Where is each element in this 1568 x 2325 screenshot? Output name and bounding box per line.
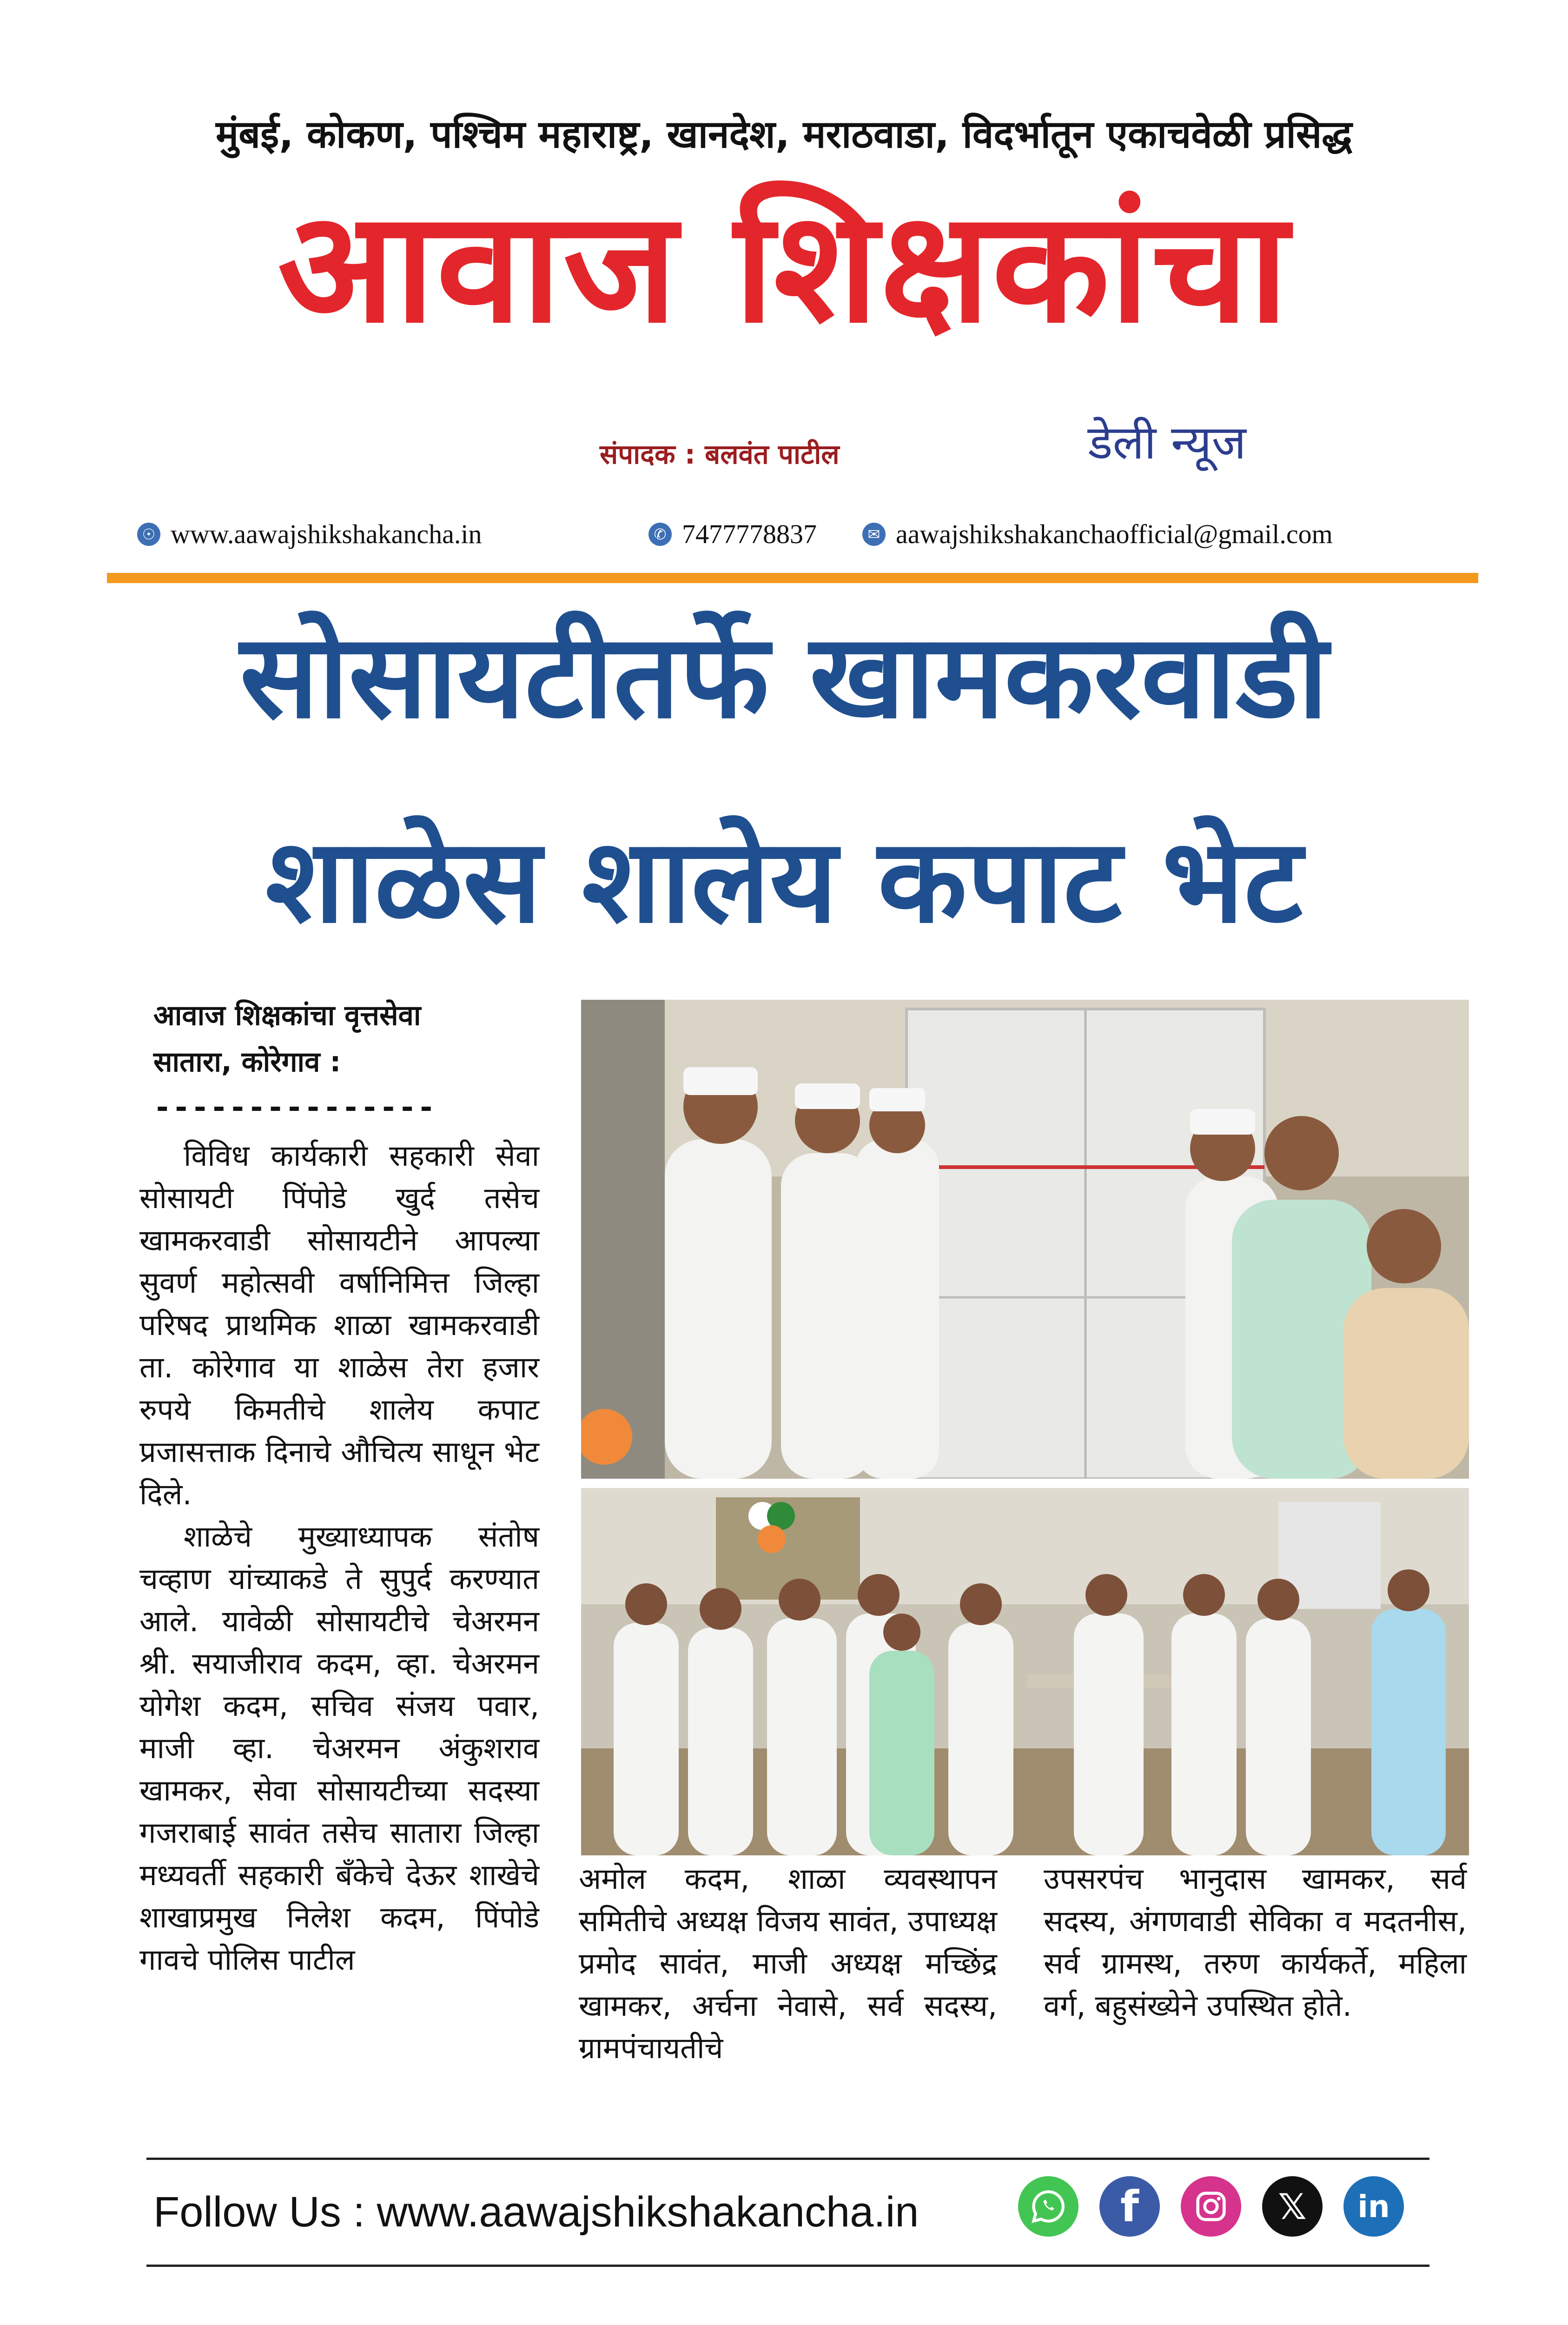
tagline: मुंबई, कोकण, पश्चिम महाराष्ट्र, खानदेश, मराठवाडा, विदर्भातून एकाचवेळी प्रसिद्ध	[216, 113, 1352, 157]
phone-text: 7477778837	[682, 519, 817, 549]
website-text: www.aawajshikshakancha.in	[171, 519, 482, 549]
contact-phone[interactable]	[648, 518, 817, 550]
byline-location: सातारा, कोरेगाव :	[153, 1046, 341, 1078]
header-divider	[107, 573, 1478, 583]
facebook-glyph: f	[1120, 2181, 1139, 2232]
byline-agency: आवाज शिक्षकांचा वृत्तसेवा	[153, 999, 421, 1032]
article-column-3-text: उपसरपंच भानुदास खामकर, सर्व सदस्य, अंगणवाडी सेविका व मदतनीस, सर्व ग्रामस्थ, तरुण कार्यकर्ते, महिला वर्ग, बहुसंख्येने उपस्थित होते.	[1044, 1862, 1467, 2023]
footer-divider-bottom	[146, 2265, 1429, 2267]
article-column-1	[139, 1135, 539, 2134]
phone-icon: ✆	[648, 523, 672, 546]
email-icon: ✉	[862, 523, 886, 546]
article-paragraph-1: विविध कार्यकारी सहकारी सेवा सोसायटी पिंपोडे खुर्द तसेच खामकरवाडी सोसायटीने आपल्या सुवर्ण महोत्सवी वर्षानिमित्त जिल्हा परिषद प्राथमिक शाळा खामकरवाडी ता. कोरेगाव या शाळेस तेरा हजार रुपये किमतीचे शालेय कपाट प्रजासत्ताक दिनाचे औचित्य साधून भेट दिले.	[139, 1139, 539, 1511]
footer-divider-top	[146, 2158, 1429, 2160]
contact-website[interactable]	[137, 518, 482, 550]
globe-icon: ☉	[137, 523, 160, 546]
article-column-3	[1044, 1858, 1467, 2027]
daily-news-label: डेली न्यूज	[1088, 415, 1246, 470]
linkedin-icon[interactable]	[1343, 2176, 1404, 2237]
facebook-icon[interactable]	[1099, 2176, 1160, 2237]
contact-email[interactable]	[862, 518, 1333, 550]
linkedin-glyph: in	[1357, 2188, 1390, 2225]
headline-line-2: शाळेस शालेय कपाट भेट	[265, 813, 1303, 949]
masthead-title: आवाज शिक्षकांचा	[278, 178, 1290, 357]
photo-group-gathering	[581, 1488, 1469, 1855]
article-column-2-text: अमोल कदम, शाळा व्यवस्थापन समितीचे अध्यक्ष विजय सावंत, उपाध्यक्ष प्रमोद सावंत, माजी अध्यक्ष मच्छिंद्र खामकर, अर्चना नेवासे, सर्व सदस्य, ग्रामपंचायतीचे	[579, 1862, 997, 2065]
x-glyph: 𝕏	[1278, 2186, 1307, 2227]
editor-credit: संपादक : बलवंत पाटील	[600, 438, 840, 470]
whatsapp-icon[interactable]	[1018, 2176, 1078, 2237]
follow-us-link[interactable]: Follow Us : www.aawajshikshakancha.in	[153, 2188, 919, 2236]
x-icon[interactable]	[1262, 2176, 1323, 2237]
byline-separator: ---------------	[153, 1090, 436, 1125]
headline-line-1: सोसायटीतर्फे खामकरवाडी	[240, 609, 1328, 744]
article-column-2	[579, 1858, 997, 2069]
photo-cabinet-handover	[581, 1000, 1469, 1479]
email-text: aawajshikshakanchaofficial@gmail.com	[896, 519, 1333, 549]
article-paragraph-2: शाळेचे मुख्याध्यापक संतोष चव्हाण यांच्याकडे ते सुपुर्द करण्यात आले. यावेळी सोसायटीचे चेअरमन श्री. सयाजीराव कदम, व्हा. चेअरमन योगेश कदम, सचिव संजय पवार, माजी व्हा. चेअरमन अंकुशराव खामकर, सेवा सोसायटीच्या सदस्या गजराबाई सावंत तसेच सातारा जिल्हा मध्यवर्ती सहकारी बँकेचे देऊर शाखेचे शाखाप्रमुख निलेश कदम, पिंपोडे गावचे पोलिस पाटील	[139, 1520, 539, 1977]
instagram-icon[interactable]	[1181, 2176, 1241, 2237]
